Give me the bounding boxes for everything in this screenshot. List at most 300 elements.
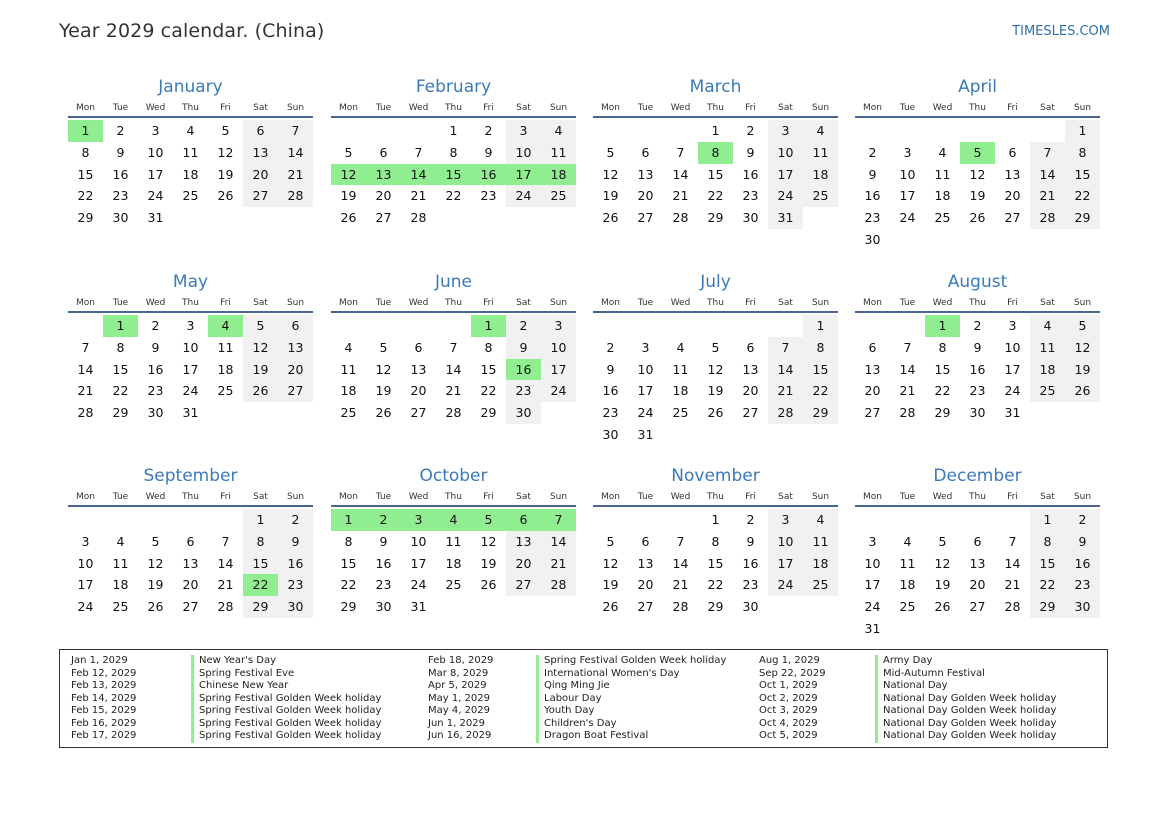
legend-item (428, 655, 759, 668)
empty-cell (890, 120, 925, 142)
day-grid (593, 315, 838, 446)
holiday-day: 1 (925, 315, 960, 337)
day-cell: 10 (77, 555, 94, 571)
legend-item (428, 668, 759, 681)
day-cell: 13 (1004, 166, 1021, 182)
day-cell: 12 (707, 361, 724, 377)
day-cell: 9 (506, 337, 541, 359)
day-cell: 23 (375, 577, 392, 593)
empty-cell (890, 315, 925, 337)
day-cell: 27 (375, 210, 392, 226)
day-cell: 11 (899, 555, 916, 571)
day-cell: 22 (340, 577, 357, 593)
empty-cell (768, 315, 803, 337)
day-cell: 24 (768, 574, 803, 596)
day-cell: 6 (641, 144, 650, 160)
day-cell: 1 (711, 512, 720, 527)
day-cell: 23 (278, 574, 313, 596)
day-grid (68, 315, 313, 424)
day-cell: 13 (637, 166, 654, 182)
day-cell: 20 (182, 577, 199, 593)
weekday-label: Tue (112, 492, 129, 502)
legend-holiday-name: National Day Golden Week holiday (875, 718, 1056, 731)
day-cell: 2 (973, 318, 982, 333)
day-grid (68, 509, 313, 618)
day-cell: 11 (803, 531, 838, 553)
day-cell: 18 (803, 553, 838, 575)
legend-item (71, 705, 428, 718)
month-title: May (172, 272, 209, 292)
day-cell: 25 (340, 405, 357, 421)
weekday-label: Sun (286, 492, 305, 502)
day-cell: 24 (182, 383, 199, 399)
day-cell: 12 (147, 555, 164, 571)
day-cell: 28 (672, 599, 689, 615)
day-cell: 11 (445, 533, 462, 549)
legend-item (428, 718, 759, 731)
day-cell: 25 (541, 185, 576, 207)
day-cell: 6 (186, 533, 195, 549)
weekday-label: Sat (778, 298, 793, 308)
weekday-label: Sat (1040, 103, 1055, 113)
day-cell: 2 (868, 144, 877, 160)
day-cell: 13 (742, 361, 759, 377)
holiday-day: 12 (331, 164, 366, 186)
day-cell: 29 (77, 210, 94, 226)
legend-date: Aug 1, 2029 (759, 655, 820, 666)
day-cell: 9 (746, 533, 755, 549)
empty-cell (663, 120, 698, 142)
day-cell: 14 (672, 555, 689, 571)
day-cell: 9 (973, 339, 982, 355)
empty-cell (593, 120, 628, 142)
empty-cell (733, 315, 768, 337)
legend-item (71, 668, 428, 681)
day-cell: 18 (1030, 359, 1065, 381)
month-april (855, 70, 1100, 251)
legend-date: Oct 5, 2029 (759, 730, 818, 741)
day-cell: 7 (676, 533, 685, 549)
day-cell: 2 (1065, 509, 1100, 531)
day-cell: 23 (506, 380, 541, 402)
legend-holiday-name: Dragon Boat Festival (536, 730, 648, 743)
day-cell: 17 (410, 555, 427, 571)
day-cell: 16 (742, 555, 759, 571)
day-cell: 21 (768, 380, 803, 402)
legend-date: Oct 3, 2029 (759, 705, 818, 716)
day-cell: 21 (217, 577, 234, 593)
legend-date: Sep 22, 2029 (759, 667, 826, 679)
day-cell: 19 (147, 577, 164, 593)
holiday-day: 5 (960, 142, 995, 164)
brand-link[interactable]: TIMESLES.COM (1012, 24, 1110, 39)
holiday-day: 18 (541, 164, 576, 186)
day-cell: 12 (217, 144, 234, 160)
legend-date: Oct 2, 2029 (759, 692, 818, 704)
day-cell: 12 (602, 166, 619, 182)
day-cell: 4 (938, 144, 947, 160)
legend-holiday-name: Qing Ming Jie (536, 680, 610, 693)
legend-item (759, 730, 1100, 743)
weekday-label: Thu (707, 492, 724, 502)
weekday-label: Wed (408, 103, 429, 113)
day-cell: 28 (217, 599, 234, 615)
empty-cell (628, 315, 663, 337)
weekday-label: Fri (1007, 492, 1018, 502)
weekday-header (593, 100, 838, 118)
weekday-label: Wed (932, 298, 953, 308)
weekday-header (331, 489, 576, 507)
day-cell: 29 (243, 596, 278, 618)
day-cell: 12 (1065, 337, 1100, 359)
day-cell: 30 (1065, 596, 1100, 618)
day-cell: 17 (541, 359, 576, 381)
day-cell: 16 (864, 188, 881, 204)
legend-item (759, 705, 1100, 718)
day-cell: 23 (864, 210, 881, 226)
day-cell: 24 (77, 599, 94, 615)
legend-date: Feb 12, 2029 (71, 667, 137, 679)
day-cell: 7 (903, 339, 912, 355)
weekday-label: Wed (145, 298, 166, 308)
day-cell: 28 (410, 210, 427, 226)
day-cell: 18 (934, 188, 951, 204)
legend-holiday-name: Spring Festival Golden Week holiday (191, 730, 381, 743)
empty-cell (628, 509, 663, 531)
empty-cell (663, 509, 698, 531)
day-cell: 19 (602, 577, 619, 593)
day-cell: 20 (864, 383, 881, 399)
day-cell: 10 (768, 142, 803, 164)
day-cell: 21 (672, 188, 689, 204)
day-cell: 2 (151, 318, 160, 333)
weekday-label: Wed (670, 492, 691, 502)
day-cell: 30 (278, 596, 313, 618)
legend-holiday-name: Spring Festival Golden Week holiday (191, 693, 381, 706)
day-cell: 31 (147, 210, 164, 226)
day-cell: 11 (934, 166, 951, 182)
day-cell: 13 (243, 142, 278, 164)
legend-item (759, 655, 1100, 668)
empty-cell (960, 509, 995, 531)
weekday-label: Mon (863, 492, 882, 502)
day-cell: 28 (278, 185, 313, 207)
day-cell: 24 (541, 380, 576, 402)
day-cell: 7 (414, 144, 423, 160)
day-cell: 17 (768, 164, 803, 186)
day-cell: 15 (77, 166, 94, 182)
day-cell: 23 (112, 188, 129, 204)
legend-date: Feb 13, 2029 (71, 680, 137, 691)
day-cell: 7 (449, 339, 458, 355)
day-cell: 15 (112, 361, 129, 377)
weekday-label: Sun (1073, 298, 1092, 308)
day-cell: 31 (410, 599, 427, 615)
day-cell: 6 (243, 120, 278, 142)
day-cell: 16 (375, 555, 392, 571)
empty-cell (925, 509, 960, 531)
day-cell: 7 (1030, 142, 1065, 164)
month-july (593, 265, 838, 446)
day-cell: 25 (1030, 380, 1065, 402)
day-cell: 9 (379, 533, 388, 549)
day-cell: 17 (77, 577, 94, 593)
weekday-label: Sat (778, 103, 793, 113)
day-cell: 24 (768, 185, 803, 207)
day-cell: 24 (637, 405, 654, 421)
day-cell: 22 (112, 383, 129, 399)
weekday-label: Sun (811, 298, 830, 308)
empty-cell (890, 509, 925, 531)
month-february (331, 70, 576, 229)
weekday-label: Thu (969, 298, 986, 308)
weekday-label: Wed (932, 103, 953, 113)
day-cell: 10 (147, 144, 164, 160)
month-title: August (947, 272, 1008, 292)
day-cell: 21 (1004, 577, 1021, 593)
weekday-label: Mon (863, 103, 882, 113)
day-cell: 17 (864, 577, 881, 593)
day-cell: 6 (641, 533, 650, 549)
weekday-label: Wed (932, 492, 953, 502)
empty-cell (401, 120, 436, 142)
day-cell: 16 (602, 383, 619, 399)
legend-holiday-name: Chinese New Year (191, 680, 288, 693)
day-cell: 22 (707, 577, 724, 593)
legend-item (71, 655, 428, 668)
weekday-label: Thu (445, 103, 462, 113)
legend-date: Feb 17, 2029 (71, 730, 137, 741)
day-cell: 8 (938, 339, 947, 355)
day-cell: 4 (116, 533, 125, 549)
weekday-label: Wed (670, 298, 691, 308)
day-cell: 26 (217, 188, 234, 204)
day-cell: 25 (934, 210, 951, 226)
month-title: February (415, 77, 492, 97)
day-cell: 28 (672, 210, 689, 226)
day-cell: 13 (506, 531, 541, 553)
day-cell: 24 (864, 599, 881, 615)
day-cell: 16 (278, 553, 313, 575)
day-cell: 21 (77, 383, 94, 399)
day-cell: 20 (243, 164, 278, 186)
day-grid (593, 120, 838, 229)
legend-date: Jun 16, 2029 (428, 730, 492, 741)
weekday-label: Sun (549, 492, 568, 502)
day-cell: 10 (410, 533, 427, 549)
empty-cell (366, 120, 401, 142)
empty-cell (68, 315, 103, 337)
day-cell: 13 (182, 555, 199, 571)
day-cell: 22 (480, 383, 497, 399)
legend-item (71, 718, 428, 731)
weekday-label: Tue (375, 492, 392, 502)
day-cell: 28 (77, 405, 94, 421)
empty-cell (995, 509, 1030, 531)
day-cell: 9 (868, 166, 877, 182)
weekday-label: Fri (483, 298, 494, 308)
day-cell: 20 (278, 359, 313, 381)
day-cell: 8 (344, 533, 353, 549)
day-cell: 28 (899, 405, 916, 421)
weekday-label: Sun (1073, 103, 1092, 113)
weekday-label: Sun (811, 103, 830, 113)
day-cell: 16 (742, 166, 759, 182)
day-cell: 13 (864, 361, 881, 377)
legend-holiday-name: Spring Festival Eve (191, 668, 294, 681)
day-cell: 17 (637, 383, 654, 399)
holiday-day: 15 (436, 164, 471, 186)
legend-holiday-name: National Day Golden Week holiday (875, 693, 1056, 706)
weekday-label: Fri (220, 298, 231, 308)
day-cell: 9 (116, 144, 125, 160)
day-cell: 12 (602, 555, 619, 571)
day-cell: 31 (1004, 405, 1021, 421)
day-cell: 8 (1065, 142, 1100, 164)
day-cell: 3 (641, 339, 650, 355)
holiday-day: 1 (331, 509, 366, 531)
day-cell: 30 (506, 402, 541, 424)
day-cell: 26 (602, 599, 619, 615)
day-cell: 13 (410, 361, 427, 377)
weekday-label: Thu (182, 103, 199, 113)
weekday-label: Tue (112, 298, 129, 308)
day-cell: 15 (934, 361, 951, 377)
empty-cell (593, 509, 628, 531)
weekday-label: Mon (339, 492, 358, 502)
day-cell: 9 (278, 531, 313, 553)
day-cell: 27 (864, 405, 881, 421)
day-cell: 20 (637, 188, 654, 204)
day-cell: 30 (864, 231, 881, 247)
day-cell: 5 (938, 533, 947, 549)
weekday-label: Sat (253, 103, 268, 113)
weekday-label: Sat (516, 492, 531, 502)
day-cell: 30 (969, 405, 986, 421)
legend-item (428, 693, 759, 706)
holiday-day: 2 (366, 509, 401, 531)
day-cell: 3 (541, 315, 576, 337)
day-cell: 13 (278, 337, 313, 359)
day-cell: 1 (1030, 509, 1065, 531)
day-grid (68, 120, 313, 229)
day-cell: 12 (480, 533, 497, 549)
day-cell: 22 (707, 188, 724, 204)
holiday-day: 6 (506, 509, 541, 531)
legend-column (428, 655, 759, 743)
legend-holiday-name: Spring Festival Golden Week holiday (191, 718, 381, 731)
weekday-label: Sat (253, 492, 268, 502)
legend-item (759, 680, 1100, 693)
day-cell: 5 (711, 339, 720, 355)
day-cell: 3 (1008, 318, 1017, 333)
day-cell: 14 (77, 361, 94, 377)
day-cell: 31 (768, 207, 803, 229)
empty-cell (855, 315, 890, 337)
day-cell: 30 (742, 599, 759, 615)
day-cell: 26 (1065, 380, 1100, 402)
weekday-label: Tue (637, 298, 654, 308)
day-cell: 7 (81, 339, 90, 355)
weekday-label: Tue (375, 298, 392, 308)
day-cell: 30 (602, 426, 619, 442)
day-cell: 16 (147, 361, 164, 377)
weekday-header (855, 100, 1100, 118)
day-cell: 22 (445, 188, 462, 204)
month-title: January (158, 77, 223, 97)
day-cell: 8 (484, 339, 493, 355)
weekday-label: Mon (339, 103, 358, 113)
weekday-label: Tue (637, 492, 654, 502)
day-cell: 22 (1065, 185, 1100, 207)
month-title: November (671, 466, 760, 486)
legend-date: Feb 15, 2029 (71, 705, 137, 716)
legend-holiday-name: New Year's Day (191, 655, 276, 668)
day-cell: 23 (602, 405, 619, 421)
day-cell: 4 (676, 339, 685, 355)
day-cell: 29 (934, 405, 951, 421)
weekday-label: Thu (969, 103, 986, 113)
day-cell: 29 (480, 405, 497, 421)
day-cell: 4 (186, 123, 195, 138)
legend-column (759, 655, 1100, 743)
day-cell: 23 (742, 188, 759, 204)
empty-cell (401, 315, 436, 337)
empty-cell (1030, 120, 1065, 142)
month-march (593, 70, 838, 229)
weekday-label: Tue (112, 103, 129, 113)
day-cell: 1 (449, 123, 458, 138)
day-cell: 14 (278, 142, 313, 164)
weekday-label: Fri (1007, 103, 1018, 113)
day-cell: 27 (1004, 210, 1021, 226)
day-cell: 8 (243, 531, 278, 553)
weekday-label: Thu (707, 103, 724, 113)
empty-cell (855, 120, 890, 142)
empty-cell (173, 509, 208, 531)
day-cell: 2 (116, 123, 125, 138)
day-cell: 19 (375, 383, 392, 399)
day-cell: 6 (278, 315, 313, 337)
day-cell: 15 (480, 361, 497, 377)
empty-cell (628, 120, 663, 142)
day-cell: 4 (1030, 315, 1065, 337)
weekday-label: Wed (408, 492, 429, 502)
day-cell: 18 (340, 383, 357, 399)
day-cell: 19 (243, 359, 278, 381)
day-cell: 21 (445, 383, 462, 399)
day-cell: 12 (375, 361, 392, 377)
day-cell: 16 (1065, 553, 1100, 575)
day-cell: 26 (602, 210, 619, 226)
holiday-day: 4 (208, 315, 243, 337)
day-cell: 14 (541, 531, 576, 553)
day-cell: 17 (768, 553, 803, 575)
day-cell: 1 (243, 509, 278, 531)
holiday-day: 16 (506, 359, 541, 381)
month-october (331, 459, 576, 618)
day-cell: 6 (379, 144, 388, 160)
weekday-label: Fri (220, 103, 231, 113)
day-cell: 3 (186, 318, 195, 333)
day-cell: 1 (711, 123, 720, 138)
day-cell: 8 (116, 339, 125, 355)
day-cell: 14 (672, 166, 689, 182)
weekday-label: Sun (1073, 492, 1092, 502)
empty-cell (366, 315, 401, 337)
day-cell: 29 (112, 405, 129, 421)
day-cell: 18 (182, 166, 199, 182)
